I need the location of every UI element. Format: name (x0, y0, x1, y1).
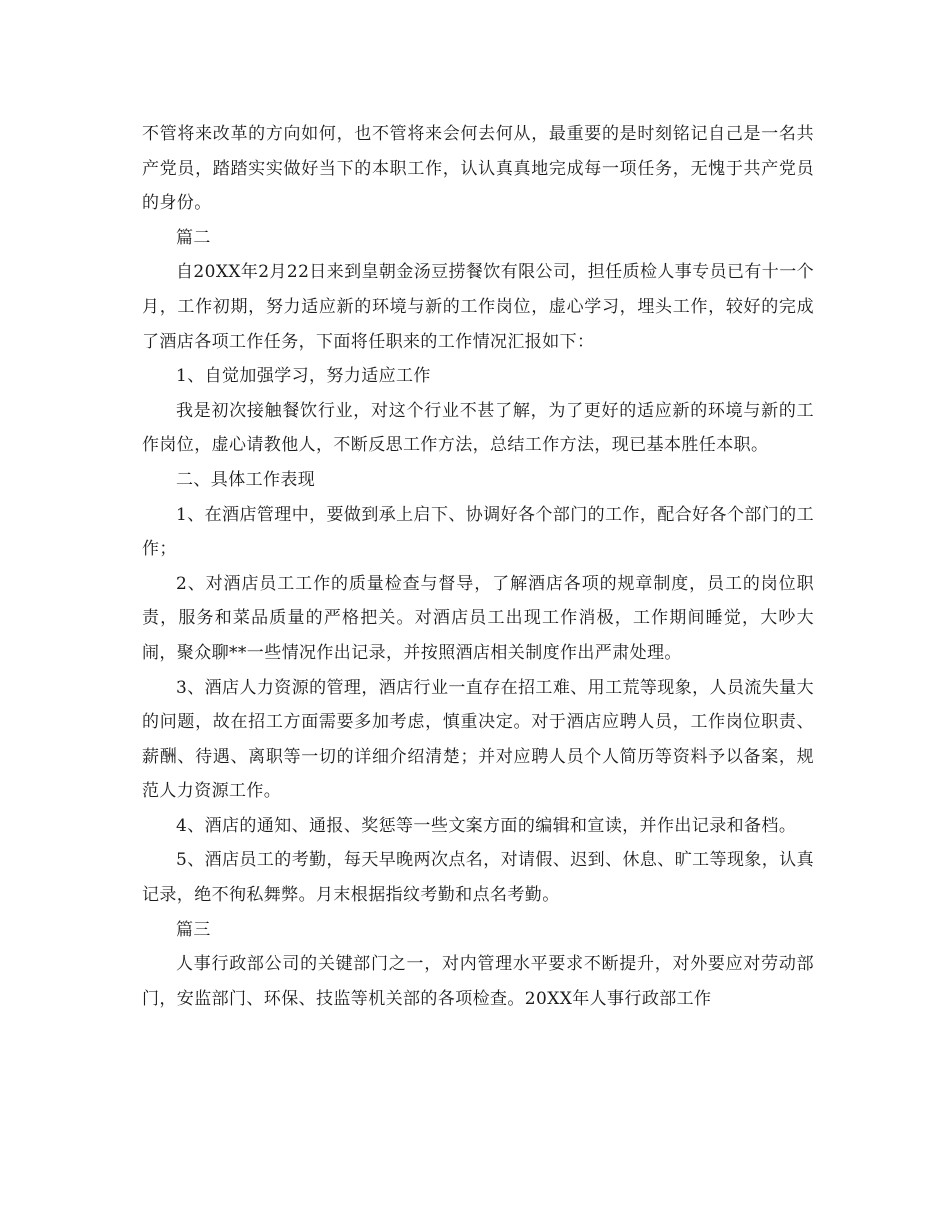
list-item-5: 5、酒店员工的考勤，每天早晚两次点名，对请假、迟到、休息、旷工等现象，认真记录，绝不徇私舞弊。月末根据指纹考勤和点名考勤。 (142, 850, 814, 906)
section-heading-part-2: 篇二 (176, 227, 211, 248)
document-body (142, 117, 814, 1016)
paragraph-1: 不管将来改革的方向如何，也不管将来会何去何从，最重要的是时刻铭记自己是一名共产党员，踏踏实实做好当下的本职工作，认认真真地完成每一项任务，无愧于共产党员的身份。 (142, 124, 814, 214)
list-item-2: 2、对酒店员工工作的质量检查与督导，了解酒店各项的规章制度，员工的岗位职责，服务和菜品质量的严格把关。对酒店员工出现工作消极，工作期间睡觉，大吵大闹，聚众聊**一些情况作出记录，并按照酒店相关制度作出严肃处理。 (142, 573, 814, 663)
paragraph-2: 自20XX年2月22日来到皇朝金汤豆捞餐饮有限公司，担任质检人事专员已有十一个月，工作初期，努力适应新的环境与新的工作岗位，虚心学习，埋头工作，较好的完成了酒店各项工作任务，下面将任职来的工作情况汇报如下： (142, 262, 814, 352)
list-item-4: 4、酒店的通知、通报、奖惩等一些文案方面的编辑和宣读，并作出记录和备档。 (176, 815, 797, 836)
subheading-2: 二、具体工作表现 (176, 469, 316, 490)
paragraph-3: 我是初次接触餐饮行业，对这个行业不甚了解，为了更好的适应新的环境与新的工作岗位，虚心请教他人，不断反思工作方法，总结工作方法，现已基本胜任本职。 (142, 400, 814, 456)
subheading-1: 1、自觉加强学习，努力适应工作 (176, 366, 431, 387)
list-item-3: 3、酒店人力资源的管理，酒店行业一直存在招工难、用工荒等现象，人员流失量大的问题，故在招工方面需要多加考虑，慎重决定。对于酒店应聘人员，工作岗位职责、薪酬、待遇、离职等一切的详细介绍清楚；并对应聘人员个人简历等资料予以备案，规范人力资源工作。 (142, 677, 814, 802)
list-item-1: 1、在酒店管理中，要做到承上启下、协调好各个部门的工作，配合好各个部门的工作； (142, 504, 814, 560)
section-heading-part-3: 篇三 (176, 919, 211, 940)
paragraph-4: 人事行政部公司的关键部门之一，对内管理水平要求不断提升，对外要应对劳动部门，安监部门、环保、技监等机关部的各项检查。20XX年人事行政部工作 (142, 954, 814, 1009)
